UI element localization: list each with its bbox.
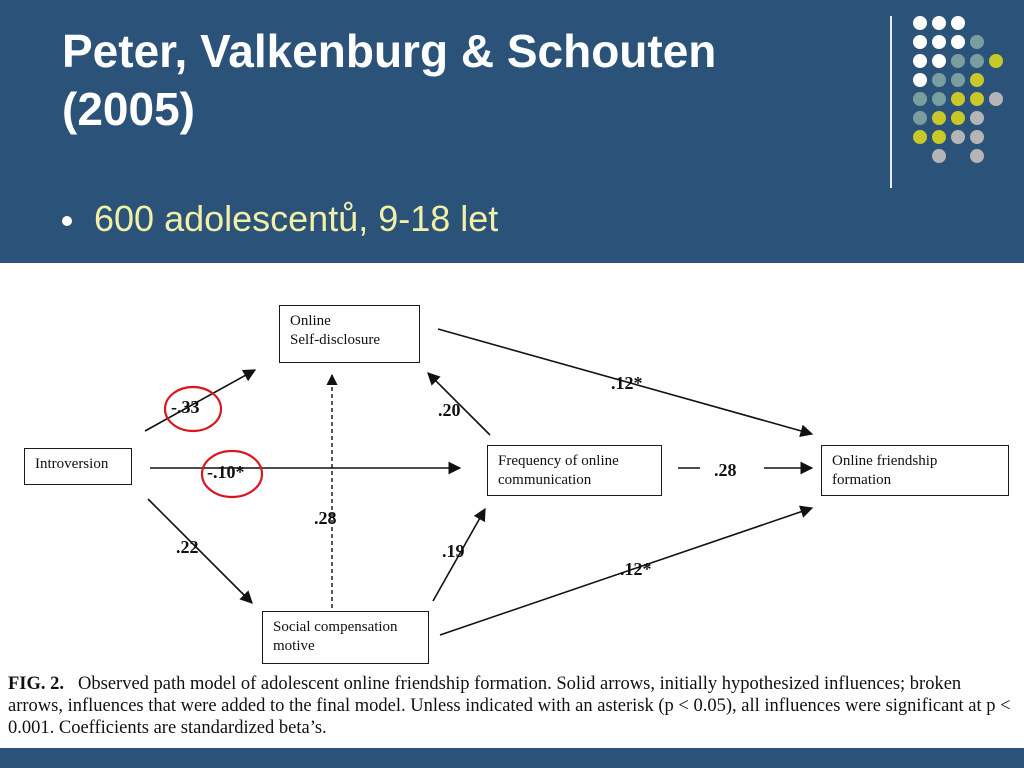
deco-dot — [951, 16, 965, 30]
node-label-line: motive — [273, 638, 315, 654]
coef-selfdisclosure-to-friendship: .12* — [611, 373, 643, 393]
node-online-friendship-formation — [821, 445, 1009, 496]
deco-dot — [970, 130, 984, 144]
coef-intro-to-frequency: -.10* — [207, 462, 245, 482]
slide-title — [62, 22, 882, 138]
deco-dot — [970, 111, 984, 125]
caption-text: Observed path model of adolescent online friendship formation. Solid arrows, initially hypothesized influences; broken arrows, influences that were added to the final model. Unless indicated with an asterisk (p < 0.05), all influences were significant at p < 0.001. Coefficients are standardized beta’s. — [8, 674, 1011, 738]
deco-dot — [970, 35, 984, 49]
deco-dot — [989, 92, 1003, 106]
deco-dot — [932, 130, 946, 144]
deco-dot — [951, 111, 965, 125]
caption-label: FIG. 2. — [8, 674, 65, 694]
deco-dot — [970, 73, 984, 87]
deco-dot — [932, 54, 946, 68]
title-line-1: Peter, Valkenburg & Schouten — [62, 25, 717, 77]
deco-dot — [951, 73, 965, 87]
deco-dot — [913, 130, 927, 144]
node-label-line: Online — [290, 313, 331, 329]
divider-line — [890, 16, 892, 188]
deco-dot — [913, 16, 927, 30]
deco-dot — [932, 149, 946, 163]
deco-dot — [913, 92, 927, 106]
coef-intro-to-selfdisclosure: -.33 — [171, 397, 200, 417]
node-online-self-disclosure — [279, 305, 420, 363]
title-line-2: (2005) — [62, 83, 195, 135]
deco-dot — [913, 73, 927, 87]
arrow-intro-to-socialcomp — [148, 499, 252, 603]
deco-dot — [970, 149, 984, 163]
node-social-compensation-motive — [262, 611, 429, 664]
bullet-text: 600 adolescentů, 9-18 let — [94, 198, 499, 239]
node-label-line: formation — [832, 472, 892, 488]
coef-socialcomp-to-selfdisclosure: .28 — [314, 508, 337, 528]
deco-dot — [989, 54, 1003, 68]
deco-dot — [913, 54, 927, 68]
bullet-dot — [62, 216, 72, 226]
node-label-line: Self-disclosure — [290, 332, 380, 348]
node-label-line: Introversion — [35, 456, 109, 472]
bullet-item — [62, 198, 498, 240]
node-label-line: Online friendship — [832, 453, 938, 469]
node-label-line: communication — [498, 472, 592, 488]
deco-dot — [970, 92, 984, 106]
deco-dot — [932, 35, 946, 49]
deco-dot — [932, 16, 946, 30]
deco-dot — [951, 54, 965, 68]
deco-dot — [951, 130, 965, 144]
path-model-figure — [0, 263, 1024, 748]
coef-intro-to-socialcomp: .22 — [176, 537, 199, 557]
deco-dot — [932, 111, 946, 125]
deco-dot — [970, 54, 984, 68]
coef-socialcomp-to-frequency: .19 — [442, 541, 465, 561]
figure-caption — [8, 673, 1018, 739]
node-label-line: Social compensation — [273, 619, 398, 635]
deco-dot — [932, 92, 946, 106]
deco-dot — [951, 92, 965, 106]
node-label-line: Frequency of online — [498, 453, 619, 469]
node-introversion — [24, 448, 132, 485]
arrow-intro-to-selfdisclosure — [145, 370, 255, 431]
coef-frequency-to-friendship: .28 — [714, 460, 737, 480]
coef-frequency-to-selfdisclosure: .20 — [438, 400, 461, 420]
deco-dot — [913, 35, 927, 49]
node-frequency-online-communication — [487, 445, 662, 496]
deco-dot — [951, 35, 965, 49]
coef-socialcomp-to-friendship: .12* — [620, 559, 652, 579]
deco-dot — [913, 111, 927, 125]
deco-dot — [932, 73, 946, 87]
